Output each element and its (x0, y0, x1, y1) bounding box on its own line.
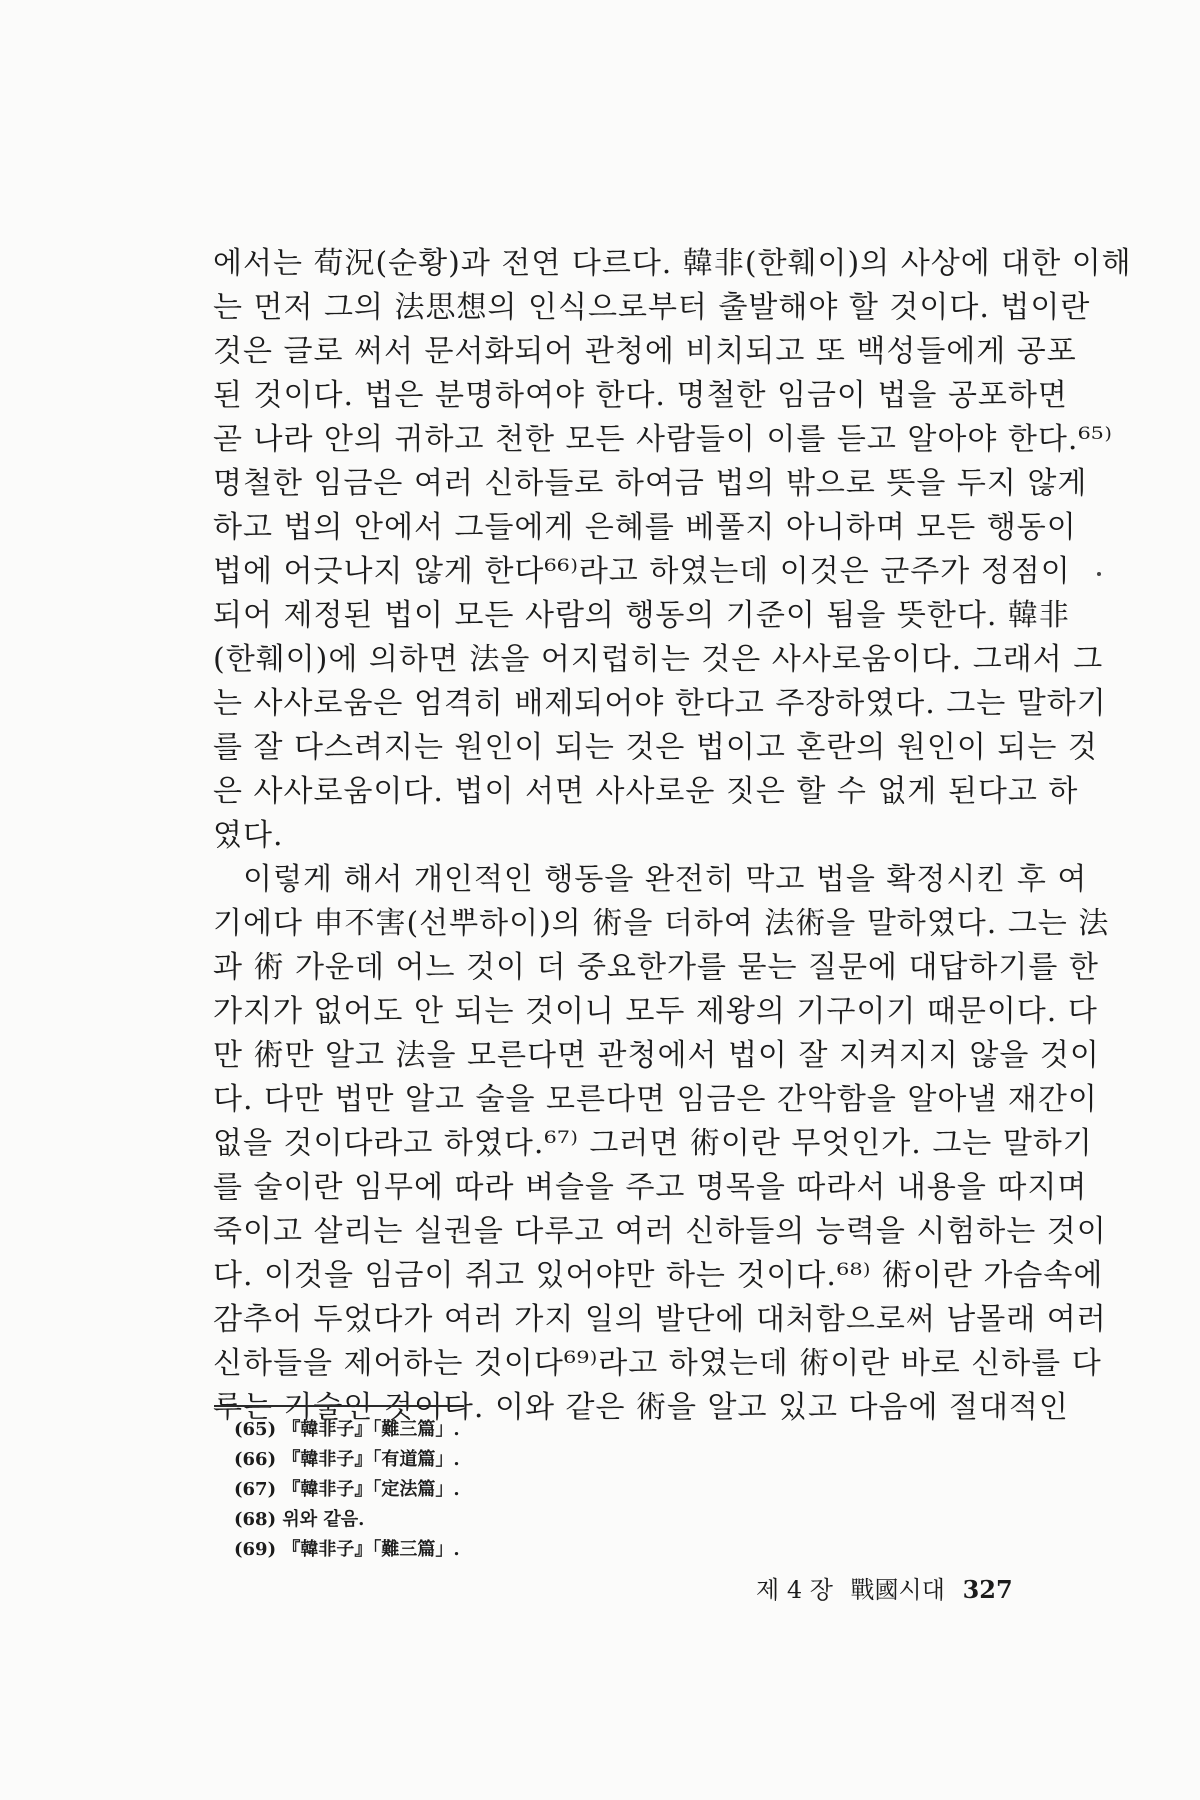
text-line: 하고 법의 안에서 그들에게 은혜를 베풀지 아니하며 모든 행동이 (213, 510, 1077, 545)
text-line: 은 사사로움이다. 법이 서면 사사로운 짓은 할 수 없게 된다고 하 (213, 774, 1079, 809)
body-text (213, 242, 1132, 1430)
text-line: 이렇게 해서 개인적인 행동을 완전히 막고 법을 확정시킨 후 여 (243, 862, 1088, 897)
text-line: 신하들을 제어하는 것이다⁶⁹⁾라고 하였는데 術이란 바로 신하를 다 (213, 1346, 1102, 1381)
text-line: 를 잘 다스려지는 원인이 되는 것은 법이고 혼란의 원인이 되는 것 (213, 730, 1098, 765)
text-line: 것은 글로 써서 문서화되어 관청에 비치되고 또 백성들에게 공포 (213, 334, 1077, 369)
text-line: 가지가 없어도 안 되는 것이니 모두 제왕의 기구이기 때문이다. 다 (213, 994, 1098, 1029)
text-line: 였다. (213, 818, 284, 853)
text-line: 죽이고 살리는 실권을 다루고 여러 신하들의 능력을 시험하는 것이 (213, 1214, 1107, 1249)
chapter-label: 제 4 장 (756, 1576, 833, 1604)
text-line: 된 것이다. 법은 분명하여야 한다. 명철한 임금이 법을 공포하면 (213, 378, 1068, 413)
section-label: 戰國시대 (850, 1576, 945, 1604)
text-line: 다. 다만 법만 알고 술을 모른다면 임금은 간악함을 알아낼 재간이 (213, 1082, 1098, 1117)
running-footer (756, 1570, 1023, 1605)
text-line: (한훼이)에 의하면 法을 어지럽히는 것은 사사로움이다. 그래서 그 (213, 642, 1104, 677)
text-line: 되어 제정된 법이 모든 사람의 행동의 기준이 됨을 뜻한다. 韓非 (213, 598, 1070, 633)
text-line: 는 사사로움은 엄격히 배제되어야 한다고 주장하였다. 그는 말하기 (213, 686, 1107, 721)
footnote-66: (66) 『韓非子』「有道篇」. (234, 1449, 460, 1470)
text-line: 다. 이것을 임금이 쥐고 있어야만 하는 것이다.⁶⁸⁾ 術이란 가슴속에 (213, 1258, 1104, 1293)
footnote-65: (65) 『韓非子』「難三篇」. (234, 1419, 460, 1440)
footnote-67: (67) 『韓非子』「定法篇」. (234, 1479, 460, 1500)
text-line: 에서는 荀況(순황)과 전연 다르다. 韓非(한훼이)의 사상에 대한 이해 (213, 246, 1132, 281)
text-line: 루는 기술인 것이다. 이와 같은 術을 알고 있고 다음에 절대적인 (213, 1390, 1069, 1425)
footnote-69: (69) 『韓非子』「難三篇」. (234, 1539, 460, 1560)
footnote-68: (68) 위와 같음. (234, 1509, 365, 1530)
text-line: 곧 나라 안의 귀하고 천한 모든 사람들이 이를 듣고 알아야 한다.⁶⁵⁾ (213, 422, 1113, 457)
text-line: 는 먼저 그의 法思想의 인식으로부터 출발해야 할 것이다. 법이란 (213, 290, 1091, 325)
footnotes (234, 1415, 734, 1565)
text-line: 기에다 申不害(선뿌하이)의 術을 더하여 法術을 말하였다. 그는 法 (213, 906, 1110, 941)
text-line: 법에 어긋나지 않게 한다⁶⁶⁾라고 하였는데 이것은 군주가 정점이 (213, 554, 1071, 589)
text-line: 를 술이란 임무에 따라 벼슬을 주고 명목을 따라서 내용을 따지며 (213, 1170, 1088, 1205)
text-line: 명철한 임금은 여러 신하들로 하여금 법의 밖으로 뜻을 두지 않게 (213, 466, 1088, 501)
text-line: 없을 것이다라고 하였다.⁶⁷⁾ 그러면 術이란 무엇인가. 그는 말하기 (213, 1126, 1093, 1161)
text-line: 과 術 가운데 어느 것이 더 중요한가를 묻는 질문에 대답하기를 한 (213, 950, 1099, 985)
text-line: 감추어 두었다가 여러 가지 일의 발단에 대처함으로써 남몰래 여러 (213, 1302, 1107, 1337)
page-number: 327 (962, 1575, 1013, 1604)
stray-ink-dot (1097, 572, 1101, 576)
text-line: 만 術만 알고 法을 모른다면 관청에서 법이 잘 지켜지지 않을 것이 (213, 1038, 1100, 1073)
footnote-divider (214, 1405, 464, 1407)
